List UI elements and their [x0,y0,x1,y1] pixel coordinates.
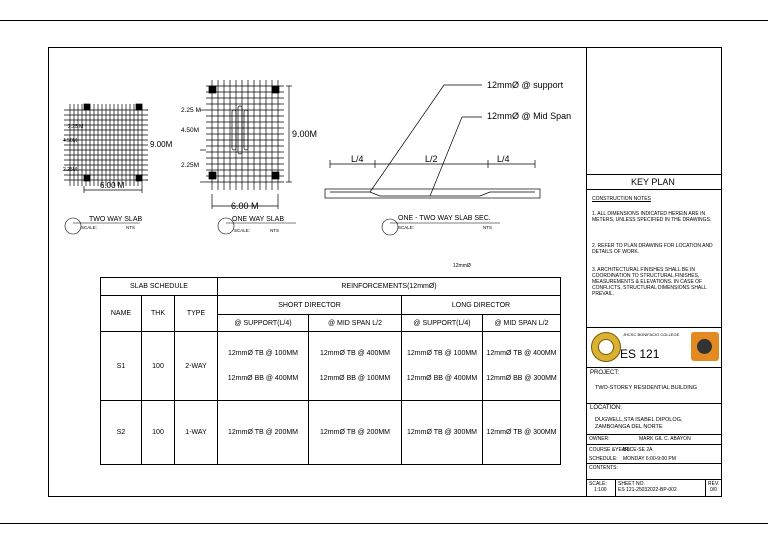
cell-reinf: 12mmØ TB @ 400MM 12mmØ BB @ 300MM [483,332,561,401]
scale-label: SCALE: [589,481,607,487]
table-row [101,278,561,296]
two-way-dim-b: 4.50M [63,138,77,144]
cell-reinf: 12mmØ TB @ 300MM [483,401,561,465]
cell-reinf: 12mmØ TB @ 400MM 12mmØ BB @ 100MM [309,332,402,401]
schedule-value: MONDAY 6:00-9:00 PM [623,456,676,462]
department-logo [691,332,719,361]
key-plan-title: KEY PLAN [631,177,675,187]
one-way-dim-c: 2.25M [181,162,200,169]
owner-label: OWNER: [589,436,610,442]
sub-header: @ SUPPORT(L/4) [218,315,309,332]
one-way-dim-y: 9.00M [292,129,318,139]
cell-reinf: 12mmØ TB @ 100MM 12mmØ BB @ 400MM [218,332,309,401]
sub-header: @ SUPPORT(L/4) [402,315,483,332]
location-line-2: ZAMBOANGA DEL NORTE [595,424,663,430]
cell-reinf: 12mmØ TB @ 200MM [218,401,309,465]
two-way-scale-label: SCALE: [81,225,98,230]
sub-header: @ MID SPAN L/2 [483,315,561,332]
cell-name: S2 [101,401,142,465]
table-row [101,401,561,465]
cell-reinf: 12mmØ TB @ 100MM 12mmØ BB @ 400MM [402,332,483,401]
one-way-dim-a: 2.25 M [181,107,201,114]
section-scale-label: SCALE: [398,225,415,230]
cell-reinf: 12mmØ TB @ 300MM [402,401,483,465]
project-value: TWO-STOREY RESIDENTIAL BUILDING [595,385,697,391]
drawings-canvas [0,0,586,280]
section-l4-left: L/4 [351,154,364,164]
header-thk: THK [142,296,175,332]
section-l2: L/2 [425,154,438,164]
two-way-dim-c: 2.25M [63,167,77,173]
section-scale-value: NTS [483,225,492,230]
note-2: 2. REFER TO PLAN DRAWING FOR LOCATION AND DETAILS OF WORK. [592,243,713,255]
project-label: PROJECT: [590,370,620,376]
course-label: COURSE &YEAR: [589,447,631,453]
location-label: LOCATION: [590,405,622,411]
cell-type: 2-WAY [175,332,218,401]
rev-label: REV. [708,481,720,487]
sub-header: @ MID SPAN L/2 [309,315,402,332]
table-row [101,332,561,401]
college-name: JHCSC BONIFACIO COLLEGE [623,332,680,337]
section-label-midspan: 12mmØ @ Mid Span [487,111,572,121]
one-way-scale-label: SCALE: [234,228,251,233]
section-l4-right: L/4 [497,154,510,164]
course-value: BSCE-SE 2A [623,447,653,453]
two-way-scale-value: NTS [126,225,135,230]
schedule-label: SCHEDULE: [589,456,618,462]
cell-name: S1 [101,332,142,401]
two-way-title-marker [65,218,81,234]
slab-schedule-table [100,277,561,465]
note-3: 3. ARCHITECTURAL FINISHES SHALL BE IN COORDINATION TO STRUCTURAL FINISHES, MEASUREMENTS & ELEVATIONS. IN CASE OF CONFLICTS, STRUCTURAL DIMENSIONS SHALL PREVAIL. [592,267,707,297]
two-way-dim-y: 9.00M [150,140,173,149]
college-seal [591,332,621,362]
reinforcement-title: REINFORCEMENTS(12mmØ) [218,278,561,296]
contents-label: CONTENTS: [589,465,618,471]
two-way-dim-a: 2.25 M [68,124,84,130]
bottom-border [0,523,768,524]
header-type: TYPE [175,296,218,332]
two-way-dim-x: 6.00 M [100,181,125,190]
table-row [101,296,561,315]
one-way-dim-b: 4.50M [181,127,200,134]
cell-thk: 100 [142,401,175,465]
note-1: 1. ALL DIMENSIONS INDICATED HEREIN ARE IN METERS, UNLESS SPECIFIED IN THE DRAWINGS. [592,211,712,223]
rev-value: 0/0 [710,487,717,493]
sheet-value: ES 121-25032022-BP-002 [618,487,677,493]
one-way-scale-value: NTS [270,228,279,233]
two-way-title: TWO WAY SLAB [89,216,143,223]
schedule-title: SLAB SCHEDULE [101,278,218,296]
one-way-dim-x: 6.00 M [231,201,259,211]
section-title: ONE - TWO WAY SLAB SEC. [398,215,491,222]
two-way-slab-plan [64,104,148,193]
cell-thk: 100 [142,332,175,401]
section-title-marker [382,219,398,235]
location-line-1: DUGWELL,STA ISABEL DIPOLOG, [595,417,683,423]
schedule-note: 12mmØ [453,263,471,269]
notes-title: CONSTRUCTION NOTES [592,196,651,202]
cell-reinf: 12mmØ TB @ 200MM [309,401,402,465]
course-code: ES 121 [620,347,660,361]
section-label-support: 12mmØ @ support [487,80,564,90]
sheet-label: SHEET NO. [618,481,645,487]
one-way-slab-plan [200,80,292,209]
scale-value: 1:100 [594,487,607,493]
header-short-director: SHORT DIRECTOR [218,296,402,315]
header-long-director: LONG DIRECTOR [402,296,561,315]
header-name: NAME [101,296,142,332]
title-block [586,47,722,497]
slab-section [325,85,540,198]
owner-value: MARK GIL C. ABAYON [639,436,691,442]
cell-type: 1-WAY [175,401,218,465]
one-way-title: ONE WAY SLAB [232,216,284,223]
